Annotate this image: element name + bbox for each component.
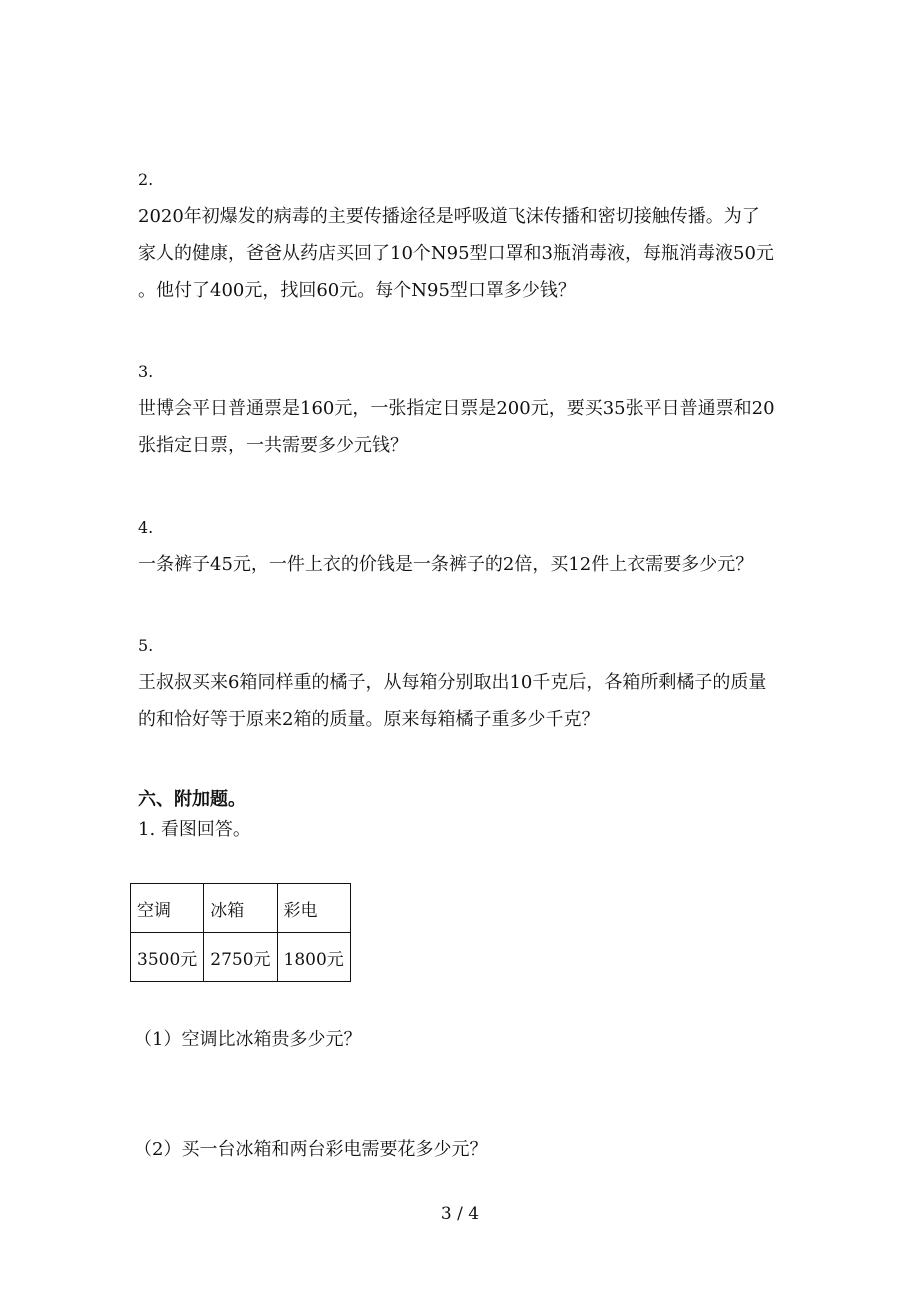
question-number: 2. (138, 170, 154, 189)
question-text-line: 家人的健康，爸爸从药店买回了10个N95型口罩和3瓶消毒液，每瓶消毒液50元 (138, 243, 774, 264)
subquestion-1: （1）空调比冰箱贵多少元？ (134, 1029, 362, 1050)
table-header-cell: 空调 (131, 884, 204, 933)
page-number: 3 / 4 (440, 1204, 480, 1224)
question-3 (138, 353, 788, 464)
table-cell: 3500元 (131, 933, 204, 982)
question-text-line: 。他付了400元，找回60元。每个N95型口罩多少钱？ (138, 280, 576, 301)
section-item: 1. 看图回答。 (138, 819, 251, 840)
table-row (131, 884, 351, 933)
question-4 (138, 509, 788, 583)
question-text-line: 张指定日票，一共需要多少元钱？ (138, 435, 408, 456)
section-heading: 六、附加题。 (138, 789, 246, 810)
question-text-line: 的和恰好等于原来2箱的质量。原来每箱橘子重多少千克？ (138, 709, 600, 730)
table-header-cell: 彩电 (277, 884, 350, 933)
table-header-cell: 冰箱 (204, 884, 277, 933)
table-cell: 2750元 (204, 933, 277, 982)
question-text-line: 2020年初爆发的病毒的主要传播途径是呼吸道飞沫传播和密切接触传播。为了 (138, 206, 760, 227)
question-number: 3. (138, 362, 154, 381)
question-text-line: 世博会平日普通票是160元，一张指定日票是200元，要买35张平日普通票和20 (138, 398, 775, 419)
price-table (130, 883, 351, 982)
question-text-line: 王叔叔买来6箱同样重的橘子，从每箱分别取出10千克后，各箱所剩橘子的质量 (138, 672, 767, 693)
subquestion-2: （2）买一台冰箱和两台彩电需要花多少元？ (134, 1139, 488, 1160)
table-row (131, 933, 351, 982)
table-cell: 1800元 (277, 933, 350, 982)
question-number: 4. (138, 518, 154, 537)
question-number: 5. (138, 636, 154, 655)
question-5 (138, 627, 788, 738)
question-text-line: 一条裤子45元，一件上衣的价钱是一条裤子的2倍，买12件上衣需要多少元？ (138, 554, 754, 575)
question-2 (138, 161, 788, 309)
